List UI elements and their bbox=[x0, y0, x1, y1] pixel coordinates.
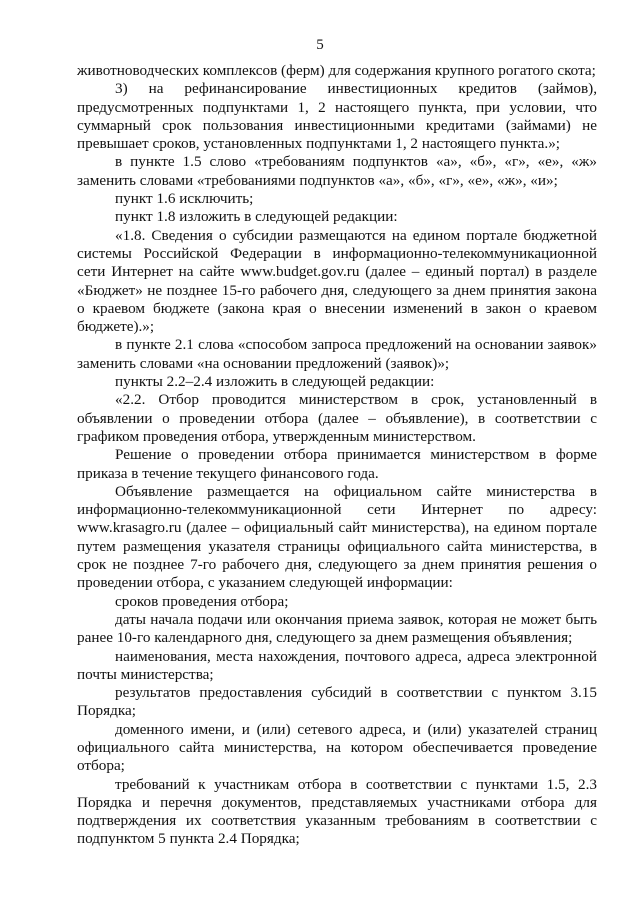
paragraph: результатов предоставления субсидий в соответствии с пунктом 3.15 Порядка; bbox=[77, 684, 597, 720]
paragraph: требований к участникам отбора в соответствии с пунктами 1.5, 2.3 Порядка и перечня документов, представляемых участниками отбора для подтверждения их соответствия указанным требованиям в соответствии с подпунктом 5 пункта 2.4 Порядка; bbox=[77, 775, 597, 848]
paragraph: «2.2. Отбор проводится министерством в срок, установленный в объявлении о проведении отбора (далее – объявление), в соответствии с графиком проведения отбора, утвержденным министерством. bbox=[77, 391, 597, 445]
paragraph: доменного имени, и (или) сетевого адреса, и (или) указателей страниц официального сайта министерства, на котором обеспечивается проведение отбора; bbox=[77, 720, 597, 775]
paragraph: в пункте 1.5 слово «требованиям подпунктов «а», «б», «г», «е», «ж» заменить словами «требованиями подпунктов «а», «б», «г», «е», «ж», «и»; bbox=[77, 153, 597, 189]
paragraph: 3) на рефинансирование инвестиционных кредитов (займов), предусмотренных подпунктами 1, 2 настоящего пункта, при условии, что суммарный срок пользования инвестиционными кредитами (займами) не превышает сроков, установленных подпунктами 1, 2 настоящего пункта.»; bbox=[77, 80, 597, 153]
paragraph: пункт 1.6 исключить; bbox=[115, 190, 254, 208]
paragraph: сроков проведения отбора; bbox=[115, 592, 289, 610]
document-body bbox=[77, 62, 597, 849]
paragraph: пункт 1.8 изложить в следующей редакции: bbox=[115, 208, 398, 226]
paragraph: Объявление размещается на официальном сайте министерства в информационно-телекоммуникационной сети Интернет по адресу: www.krasagro.ru (далее – официальный сайт министерства), на едином портале путем размещения указателя страницы официального сайта министерства, в срок не позднее 7-го рабочего дня, следующего за днем принятия решения о проведении отбора, с указанием следующей информации: bbox=[77, 482, 597, 592]
paragraph: животноводческих комплексов (ферм) для содержания крупного рогатого скота; bbox=[77, 62, 596, 79]
paragraph: наименования, места нахождения, почтового адреса, адреса электронной почты министерства; bbox=[77, 647, 597, 683]
page-number: 5 bbox=[316, 37, 324, 53]
paragraph: в пункте 2.1 слова «способом запроса предложений на основании заявок» заменить словами «на основании предложений (заявок)»; bbox=[77, 336, 597, 372]
paragraph: Решение о проведении отбора принимается министерством в форме приказа в течение текущего финансового года. bbox=[77, 446, 597, 482]
paragraph: «1.8. Сведения о субсидии размещаются на едином портале бюджетной системы Российской Федерации в информационно-телекоммуникационной сети Интернет на сайте www.budget.gov.ru (далее – единый портал) в разделе «Бюджет» не позднее 15-го рабочего дня, следующего за днем принятия закона о краевом бюджете (закона края о внесении изменений в закон о краевом бюджете).»; bbox=[77, 226, 597, 336]
paragraph: даты начала подачи или окончания приема заявок, которая не может быть ранее 10-го календарного дня, следующего за днем размещения объявления; bbox=[77, 610, 597, 647]
paragraph: пункты 2.2–2.4 изложить в следующей редакции: bbox=[115, 373, 435, 391]
